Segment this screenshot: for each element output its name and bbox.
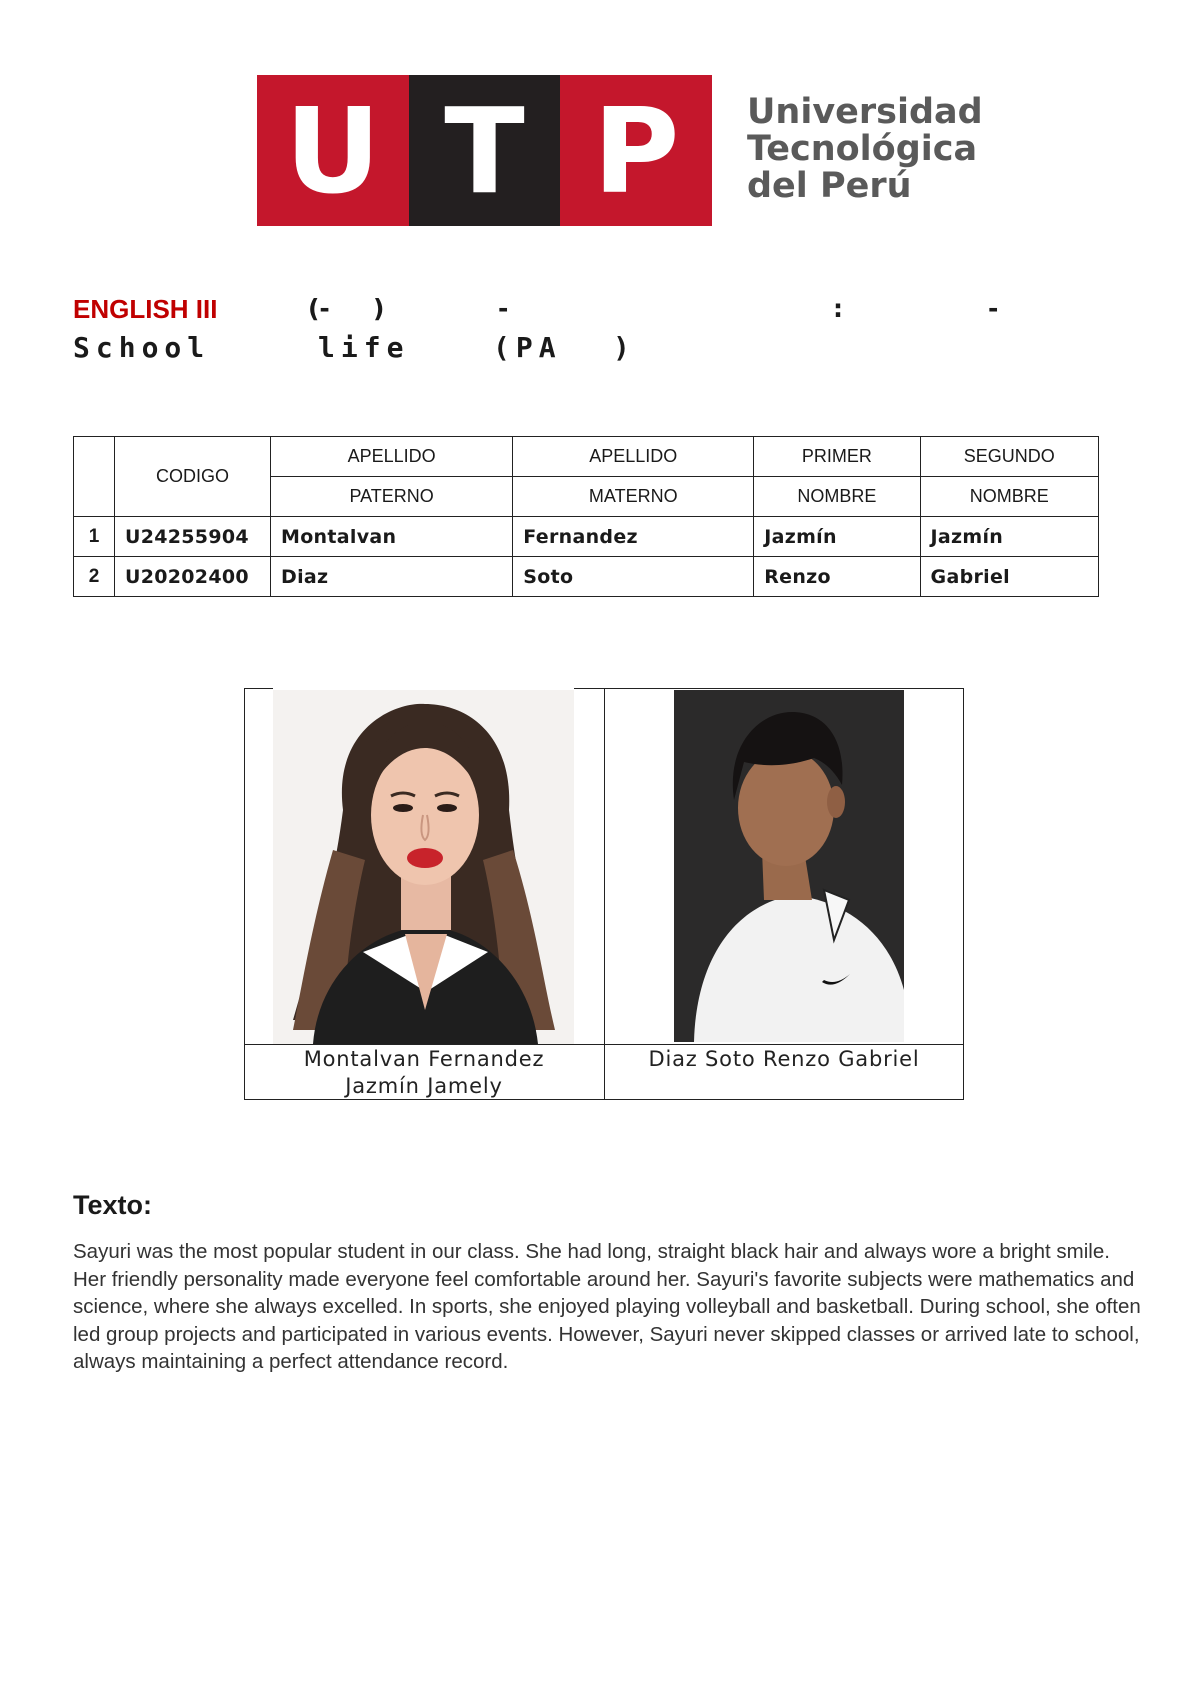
header-fragment: -	[988, 294, 999, 323]
utp-logo	[257, 75, 712, 226]
university-name	[747, 94, 1007, 205]
table-header-cell: PRIMER	[754, 437, 920, 477]
header-fragment: :	[833, 294, 843, 323]
photo-caption-montalvan	[244, 1046, 604, 1100]
table-header-cell: APELLIDO	[513, 437, 754, 477]
caption-line: Montalvan Fernandez	[303, 1047, 545, 1071]
texto-heading: Texto:	[73, 1190, 152, 1220]
codigo-cell: U20202400	[115, 557, 271, 597]
codigo-cell: U24255904	[115, 517, 271, 557]
logo-letter-p: P	[592, 81, 680, 220]
photo-frame-border	[604, 688, 964, 689]
table-header-cell: PATERNO	[271, 477, 513, 517]
caption-line: Diaz Soto Renzo Gabriel	[648, 1047, 920, 1071]
logo-block-u	[257, 75, 409, 226]
table-header-cell: NOMBRE	[754, 477, 920, 517]
student-photo-montalvan	[273, 690, 574, 1044]
caption-line: Jazmín Jamely	[345, 1074, 503, 1098]
table-row	[74, 557, 1099, 597]
university-name-line: Tecnológica	[747, 129, 978, 169]
photo-frame-border	[244, 688, 245, 1100]
photo-frame-border	[574, 688, 604, 689]
photo-frame-border	[963, 688, 964, 1100]
photo-caption-diaz	[604, 1046, 964, 1073]
header-fragment: -	[498, 294, 509, 323]
logo-letter-u: U	[284, 81, 381, 220]
texto-body: Sayuri was the most popular student in our class. She had long, straight black hair and always wore a bright smile. Her friendly personality made everyone feel comfortable around her. Sayuri's favorite subjects were mathematics and science, where she always excelled. In sports, she enjoyed playing volleyball and basketball. During school, she often led group projects and participated in various events. However, Sayuri never skipped classes or arrived late to school, always maintaining a perfect attendance record.	[73, 1240, 1141, 1374]
table-header-cell: SEGUNDO	[920, 437, 1098, 477]
logo-block-p	[560, 75, 712, 226]
photo-frame-border	[244, 1044, 964, 1045]
table-header-cell: CODIGO	[115, 437, 271, 517]
header-fragment: (-	[308, 294, 330, 323]
table-header-cell: MATERNO	[513, 477, 754, 517]
primer-nombre-cell: Renzo	[754, 557, 920, 597]
paterno-cell: Montalvan	[271, 517, 513, 557]
primer-nombre-cell: Jazmín	[754, 517, 920, 557]
activity-title-word: life	[318, 331, 410, 364]
university-name-line: Universidad	[747, 92, 983, 132]
activity-title-word: School	[73, 331, 211, 364]
materno-cell: Soto	[513, 557, 754, 597]
activity-title-word: )	[613, 331, 636, 364]
course-header-line	[73, 294, 1123, 330]
row-number: 1	[74, 517, 115, 557]
table-header-row	[74, 437, 1099, 477]
students-table	[73, 436, 1099, 597]
photo-frame-border	[604, 688, 605, 1100]
header-fragment: )	[373, 294, 385, 323]
segundo-nombre-cell: Jazmín	[920, 517, 1098, 557]
segundo-nombre-cell: Gabriel	[920, 557, 1098, 597]
paterno-cell: Diaz	[271, 557, 513, 597]
activity-title-line	[73, 331, 1123, 367]
logo-block-t	[409, 75, 561, 226]
row-number: 2	[74, 557, 115, 597]
photo-frame-border	[244, 688, 273, 689]
course-title: ENGLISH III	[73, 294, 218, 324]
student-photos	[244, 688, 964, 1100]
activity-title-word: (PA	[493, 331, 562, 364]
table-row	[74, 517, 1099, 557]
student-photo-diaz	[674, 690, 904, 1042]
university-name-line: del Perú	[747, 166, 912, 206]
table-header-cell	[74, 437, 115, 517]
table-header-cell: APELLIDO	[271, 437, 513, 477]
table-header-cell: NOMBRE	[920, 477, 1098, 517]
materno-cell: Fernandez	[513, 517, 754, 557]
logo-letter-t: T	[444, 81, 525, 220]
